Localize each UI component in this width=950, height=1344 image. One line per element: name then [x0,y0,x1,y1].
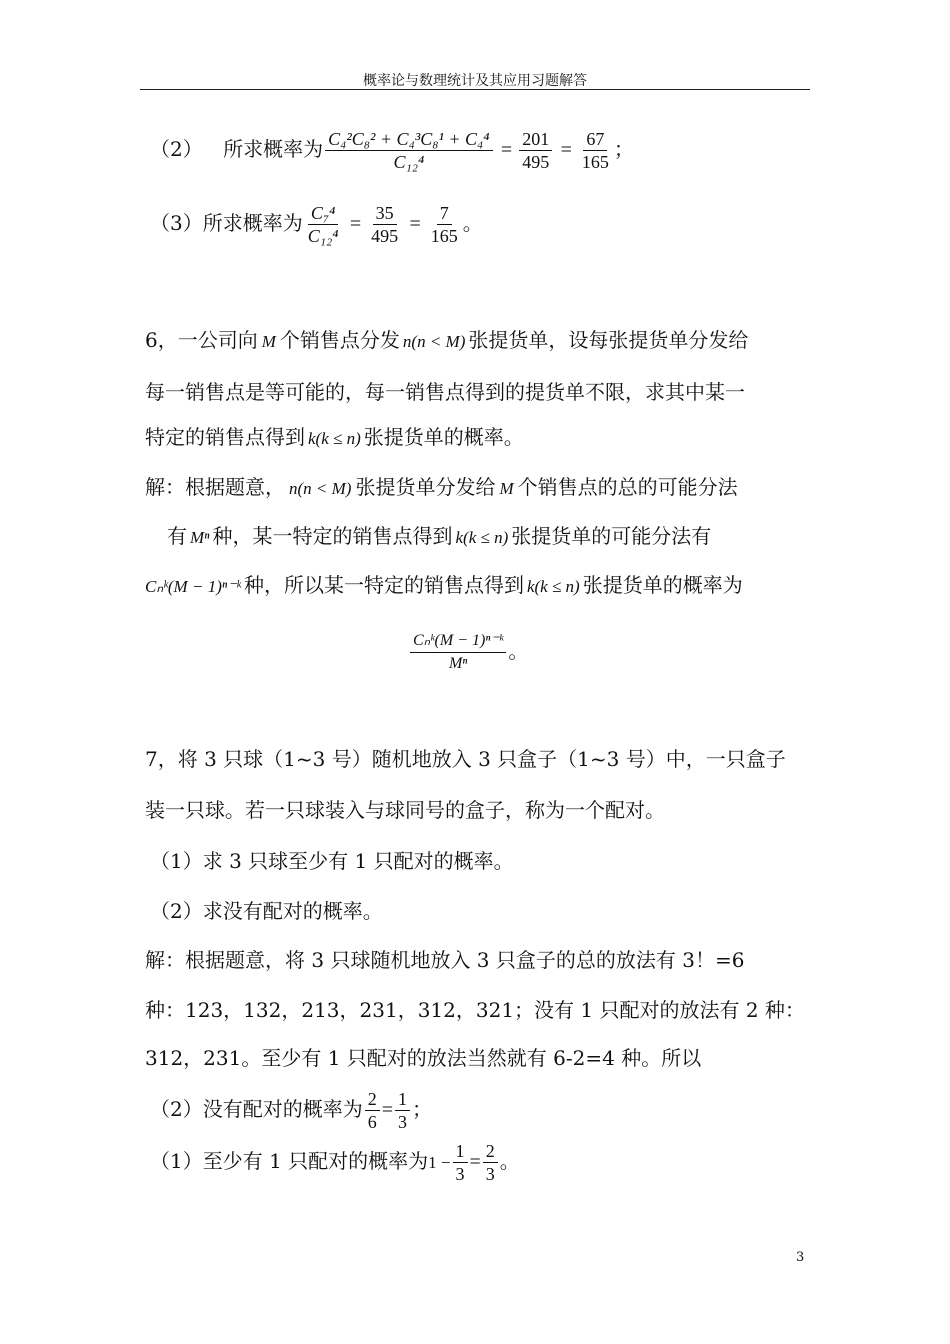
q5-part2-line: （2） 所求概率为 $\frac{\text{C₄²C₈² + C₄³C₈¹ + C₄⁴}}{\text{C₁₂⁴}}$ = $\frac{201}{495}$ = $\frac{67}{165}$ ； [150,129,634,172]
q7-answer-1: （1）至少有 1 只配对的概率为1 − $\frac{1}{3}$ = $\frac{2}{3}$ 。 [150,1141,520,1184]
q7-solution-line-3: 312，231。至少有 1 只配对的放法当然就有 6-2=4 种。所以 [145,1046,702,1070]
q5-part2-text: 所求概率为 [223,137,324,161]
q5-part2-label: （2） [150,137,203,161]
q5-part2-fraction-1: $\frac{201}{495}$ [519,128,552,173]
q7-line-1: 7，将 3 只球（1~3 号）随机地放入 3 只盒子（1~3 号）中，一只盒子 [145,747,786,771]
q6-solution-line-1: 解：根据题意， n(n < M) 张提货单分发给 M 个销售点的总的可能分法 [145,475,738,499]
q6-line-2: 每一销售点是等可能的，每一销售点得到的提货单不限，求其中某一 [145,380,745,404]
q7-answer-2: （2）没有配对的概率为 $\frac{2}{6}$ = $\frac{1}{3}$ ； [150,1089,433,1132]
q7-solution-line-1: 解：根据题意，将 3 只球随机地放入 3 只盒子的总的放法有 3！=6 [145,948,745,972]
q7-line-2: 装一只球。若一只球装入与球同号的盒子，称为一个配对。 [145,798,665,822]
q6-cond-k: k(k ≤ n) [308,429,361,448]
q7-line-4: （2）求没有配对的概率。 [150,899,383,923]
q5-part3-text: 所求概率为 [202,211,303,235]
q6-line-1: 6，一公司向 M 个销售点分发 n(n < M) 张提货单，设每张提货单分发给 [145,328,749,352]
q5-part3-line: （3）所求概率为 $\frac{\text{C₇⁴}}{\text{C₁₂⁴}}$ = $\frac{35}{495}$ = $\frac{7}{165}$ 。 [150,203,483,246]
q6-solution-line-2: 有 Mⁿ 种，某一特定的销售点得到 k(k ≤ n) 张提货单的可能分法有 [167,524,712,548]
q5-part3-end: 。 [462,211,483,235]
q5-part2-end: ； [613,137,634,161]
q6-result-fraction: $\frac{\text{Cₙᵏ(M − 1)ⁿ⁻ᵏ}}{\text{Mⁿ}}$ [410,630,506,675]
page-number: 3 [796,1250,805,1265]
q7-solution-line-2: 种：123，132，213，231，312，321；没有 1 只配对的放法有 2 种： [145,998,805,1022]
q6-cond-n: n(n < M) [402,332,466,351]
q5-part3-label: （3） [150,211,203,235]
q5-part2-fraction-2: $\frac{67}{165}$ [581,129,609,172]
page-header: 概率论与数理统计及其应用习题解答 [363,73,587,89]
q7-line-3: （1）求 3 只球至少有 1 只配对的概率。 [150,849,514,873]
q6-line-3: 特定的销售点得到 k(k ≤ n) 张提货单的概率。 [145,425,524,449]
q7-answer-1-fraction-2: $\frac{2}{3}$ [483,1140,498,1185]
q5-part2-main-fraction [325,128,492,173]
header-rule [140,89,810,90]
q5-part3-fraction-0: $\frac{\text{C₇⁴}}{\text{C₁₂⁴}}$ [307,203,339,246]
q6-var-M: M [261,332,276,351]
q5-part2-denominator: C₁₂⁴ [393,152,425,172]
q6-result-line: $\frac{\text{Cₙᵏ(M − 1)ⁿ⁻ᵏ}}{\text{Mⁿ}}$ 。 [408,630,528,675]
q5-part3-fraction-2: $\frac{7}{165}$ [430,203,458,246]
q5-part3-fraction-1: $\frac{35}{495}$ [371,203,399,246]
q7-answer-2-fraction-2: $\frac{1}{3}$ [395,1088,410,1133]
q7-answer-1-fraction-1: $\frac{1}{3}$ [453,1140,468,1185]
q6-solution-line-3: Cₙᵏ(M − 1)ⁿ⁻ᵏ 种，所以某一特定的销售点得到 k(k ≤ n) 张提货单的概率为 [145,573,743,597]
q7-answer-2-fraction-1: $\frac{2}{6}$ [365,1088,380,1133]
q5-part2-numerator: C₄²C₈² + C₄³C₈¹ + C₄⁴ [325,128,492,151]
